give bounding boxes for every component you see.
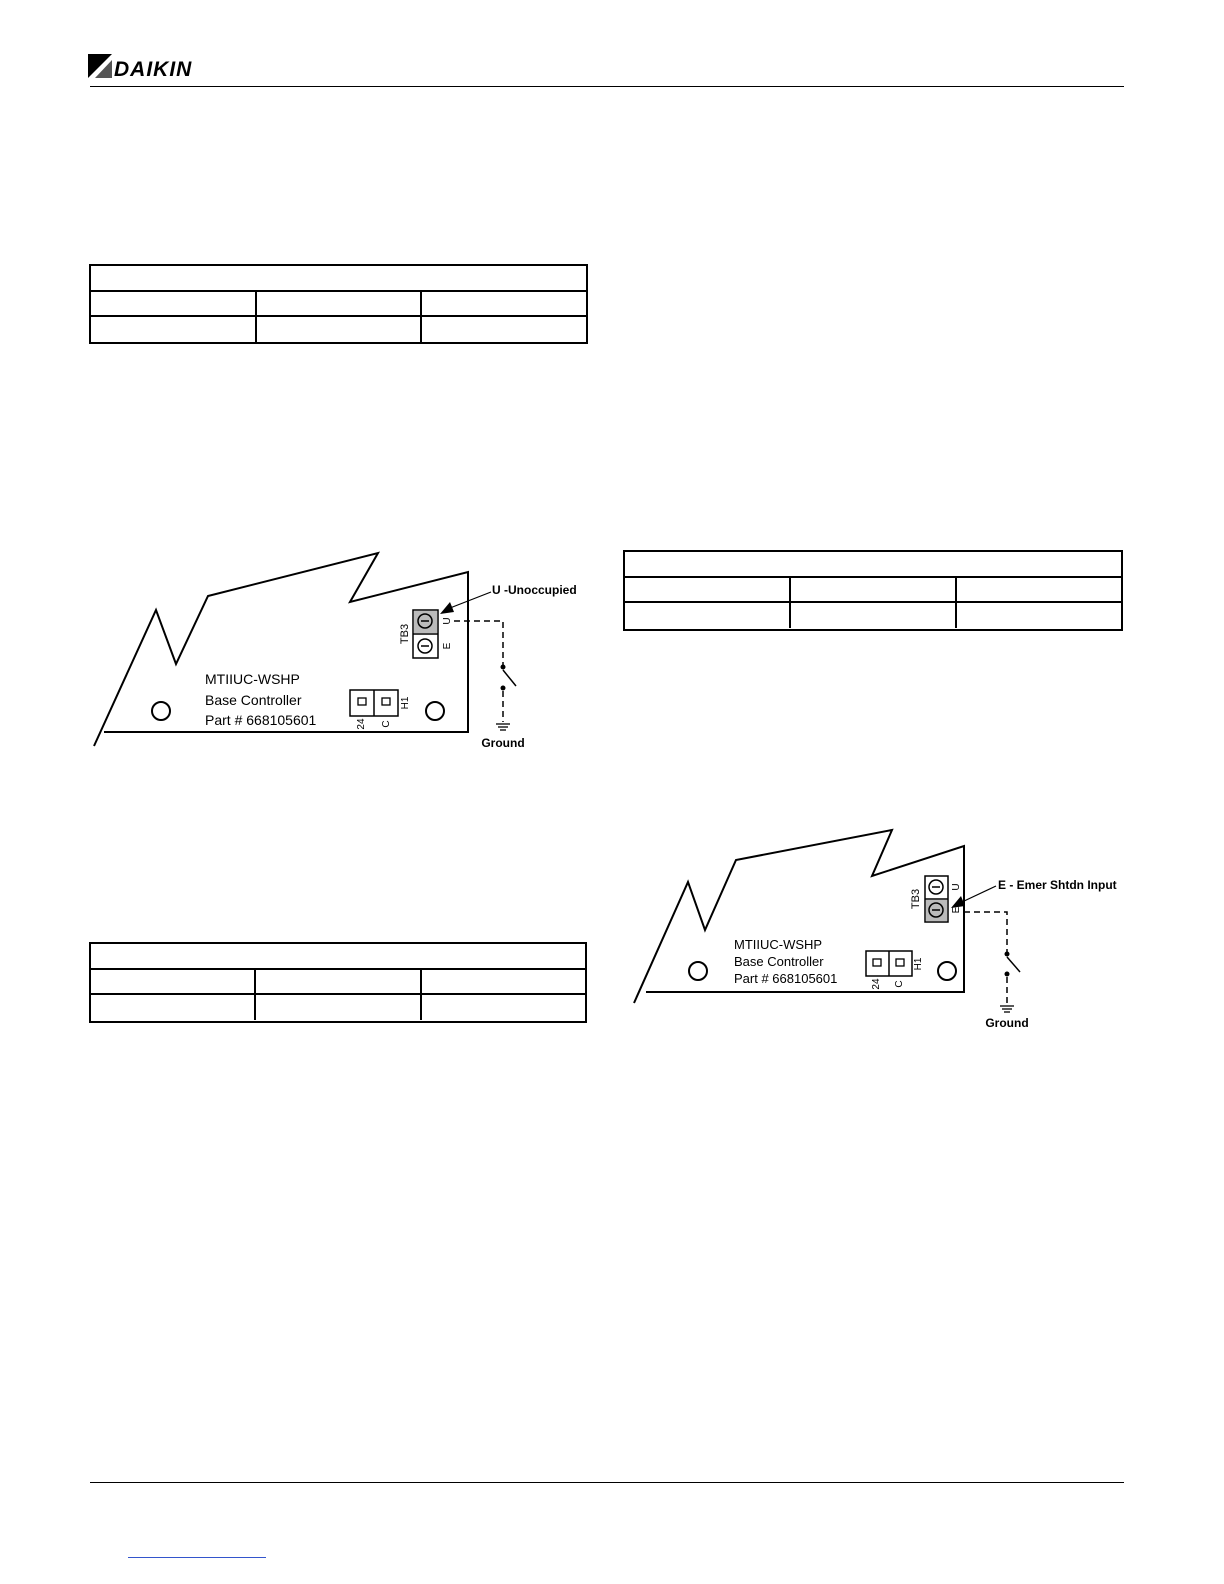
table-cell bbox=[256, 970, 421, 993]
callout-line bbox=[962, 886, 996, 902]
pin-24-label: 24 bbox=[356, 718, 367, 730]
switch-arm bbox=[1007, 957, 1020, 972]
table-cell bbox=[256, 995, 421, 1020]
table-cell bbox=[422, 970, 585, 993]
table-cell bbox=[957, 603, 1121, 628]
callout-arrowhead bbox=[440, 602, 454, 614]
h1-label: H1 bbox=[400, 696, 411, 710]
switch-contact-bottom bbox=[501, 686, 506, 691]
pin-c-label: C bbox=[894, 980, 905, 988]
pin-c-label: C bbox=[381, 720, 392, 728]
header-rule bbox=[90, 86, 1124, 87]
table-header-row bbox=[91, 266, 586, 292]
table-cell bbox=[625, 578, 791, 601]
terminal-u-label: U bbox=[442, 617, 453, 625]
mounting-hole-left bbox=[152, 702, 170, 720]
controller-part: Part # 668105601 bbox=[205, 712, 317, 728]
table-row bbox=[625, 603, 1121, 628]
table-cell bbox=[625, 603, 791, 628]
table-1 bbox=[89, 264, 588, 344]
terminal-u-label: U bbox=[951, 883, 962, 891]
table-cell bbox=[791, 578, 957, 601]
table-cell bbox=[422, 995, 585, 1020]
dashed-wire-top bbox=[964, 912, 1007, 952]
table-cell bbox=[91, 995, 256, 1020]
controller-part: Part # 668105601 bbox=[734, 971, 838, 986]
terminal-e-label: E bbox=[951, 906, 962, 914]
table-cell bbox=[91, 292, 257, 315]
table-cell bbox=[422, 317, 586, 342]
controller-desc: Base Controller bbox=[734, 954, 824, 969]
logo-wordmark: DAIKIN bbox=[114, 58, 193, 81]
footer-link-underline[interactable] bbox=[128, 1557, 266, 1558]
table-header-row bbox=[625, 552, 1121, 578]
switch-contact-top bbox=[501, 665, 506, 670]
tb3-label: TB3 bbox=[910, 888, 922, 910]
callout-label: U -Unoccupied bbox=[492, 583, 577, 597]
ground-label: Ground bbox=[481, 736, 525, 750]
table-header-row bbox=[91, 944, 585, 970]
controller-model: MTIIUC-WSHP bbox=[734, 937, 823, 952]
switch-contact-bottom bbox=[1005, 972, 1010, 977]
terminal-block-tb3 bbox=[413, 610, 438, 658]
switch-contact-top bbox=[1005, 952, 1010, 957]
callout-line bbox=[450, 592, 491, 608]
terminal-e-label: E bbox=[442, 642, 453, 650]
controller-desc: Base Controller bbox=[205, 692, 302, 708]
table-2 bbox=[623, 550, 1123, 631]
h1-connector bbox=[350, 690, 398, 716]
table-row bbox=[91, 970, 585, 995]
table-row bbox=[91, 317, 586, 342]
table-row bbox=[625, 578, 1121, 603]
emergency-shutdown-wiring-diagram bbox=[630, 826, 1125, 1036]
switch-arm bbox=[503, 670, 516, 686]
table-cell bbox=[957, 578, 1121, 601]
mounting-hole-left bbox=[689, 962, 707, 980]
callout-arrowhead bbox=[951, 896, 965, 908]
table-cell bbox=[257, 292, 423, 315]
pin-24-label: 24 bbox=[871, 978, 882, 990]
ground-label: Ground bbox=[985, 1016, 1029, 1030]
table-3 bbox=[89, 942, 587, 1023]
footer-rule bbox=[90, 1482, 1124, 1483]
table-row bbox=[91, 292, 586, 317]
table-cell bbox=[791, 603, 957, 628]
dashed-wire-top bbox=[454, 621, 503, 666]
mounting-hole-right bbox=[426, 702, 444, 720]
table-cell bbox=[422, 292, 586, 315]
callout-label: E - Emer Shtdn Input bbox=[998, 878, 1117, 892]
table-cell bbox=[257, 317, 423, 342]
h1-label: H1 bbox=[913, 957, 924, 971]
table-row bbox=[91, 995, 585, 1020]
mounting-hole-right bbox=[938, 962, 956, 980]
table-cell bbox=[91, 317, 257, 342]
table-cell bbox=[91, 970, 256, 993]
ground-icon bbox=[1000, 1006, 1014, 1012]
tb3-label: TB3 bbox=[399, 623, 411, 645]
ground-icon bbox=[496, 724, 510, 730]
daikin-logo bbox=[88, 52, 218, 82]
controller-model: MTIIUC-WSHP bbox=[205, 671, 300, 687]
unoccupied-wiring-diagram bbox=[88, 550, 598, 750]
terminal-block-tb3 bbox=[925, 876, 948, 922]
h1-connector bbox=[866, 951, 912, 976]
